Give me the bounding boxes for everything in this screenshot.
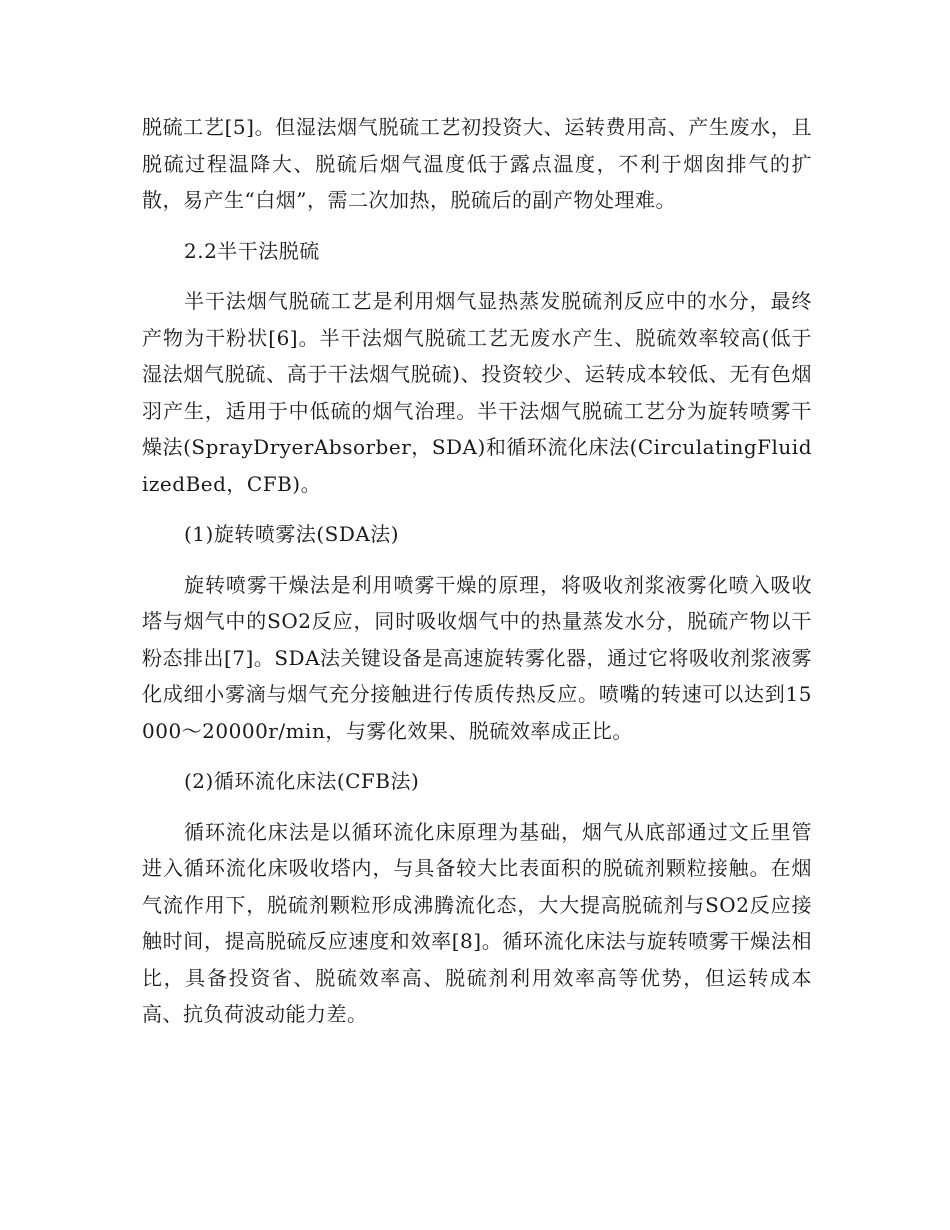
- section-heading-semi-dry: 2.2半干法脱硫: [184, 238, 320, 263]
- paragraph-sda-description: 旋转喷雾干燥法是利用喷雾干燥的原理，将吸收剂浆液雾化喷入吸收塔与烟气中的SO2反应，同时吸收烟气中的热量蒸发水分，脱硫产物以干粉态排出[7]。SDA法关键设备是高速旋转雾化器，通过它将吸收剂浆液雾化成细小雾滴与烟气充分接触进行传质传热反应。喷嘴的转速可以达到15000～20000r/min，与雾化效果、脱硫效率成正比。: [142, 572, 813, 743]
- paragraph-semi-dry-overview: 半干法烟气脱硫工艺是利用烟气显热蒸发脱硫剂反应中的水分，最终产物为干粉状[6]。半干法烟气脱硫工艺无废水产生、脱硫效率较高(低于湿法烟气脱硫、高于干法烟气脱硫)、投资较少、运转成本较低、无有色烟羽产生，适用于中低硫的烟气治理。半干法烟气脱硫工艺分为旋转喷雾干燥法(SprayDryerAbsorber，SDA)和循环流化床法(CirculatingFluidizedBed，CFB)。: [142, 289, 812, 496]
- subsection-heading-sda: (1)旋转喷雾法(SDA法): [184, 522, 400, 546]
- paragraph-wet-desulfurization-drawbacks: 脱硫工艺[5]。但湿法烟气脱硫工艺初投资大、运转费用高、产生废水，且脱硫过程温降大、脱硫后烟气温度低于露点温度，不利于烟囱排气的扩散，易产生“白烟”，需二次加热，脱硫后的副产物处理难。: [142, 115, 812, 212]
- paragraph-cfb-description: 循环流化床法是以循环流化床原理为基础，烟气从底部通过文丘里管进入循环流化床吸收塔内，与具备较大比表面积的脱硫剂颗粒接触。在烟气流作用下，脱硫剂颗粒形成沸腾流化态，大大提高脱硫剂与SO2反应接触时间，提高脱硫反应速度和效率[8]。循环流化床法与旋转喷雾干燥法相比，具备投资省、脱硫效率高、脱硫剂利用效率高等优势，但运转成本高、抗负荷波动能力差。: [142, 819, 812, 1026]
- document-body: [142, 109, 812, 1047]
- subsection-heading-cfb: (2)循环流化床法(CFB法): [184, 769, 420, 793]
